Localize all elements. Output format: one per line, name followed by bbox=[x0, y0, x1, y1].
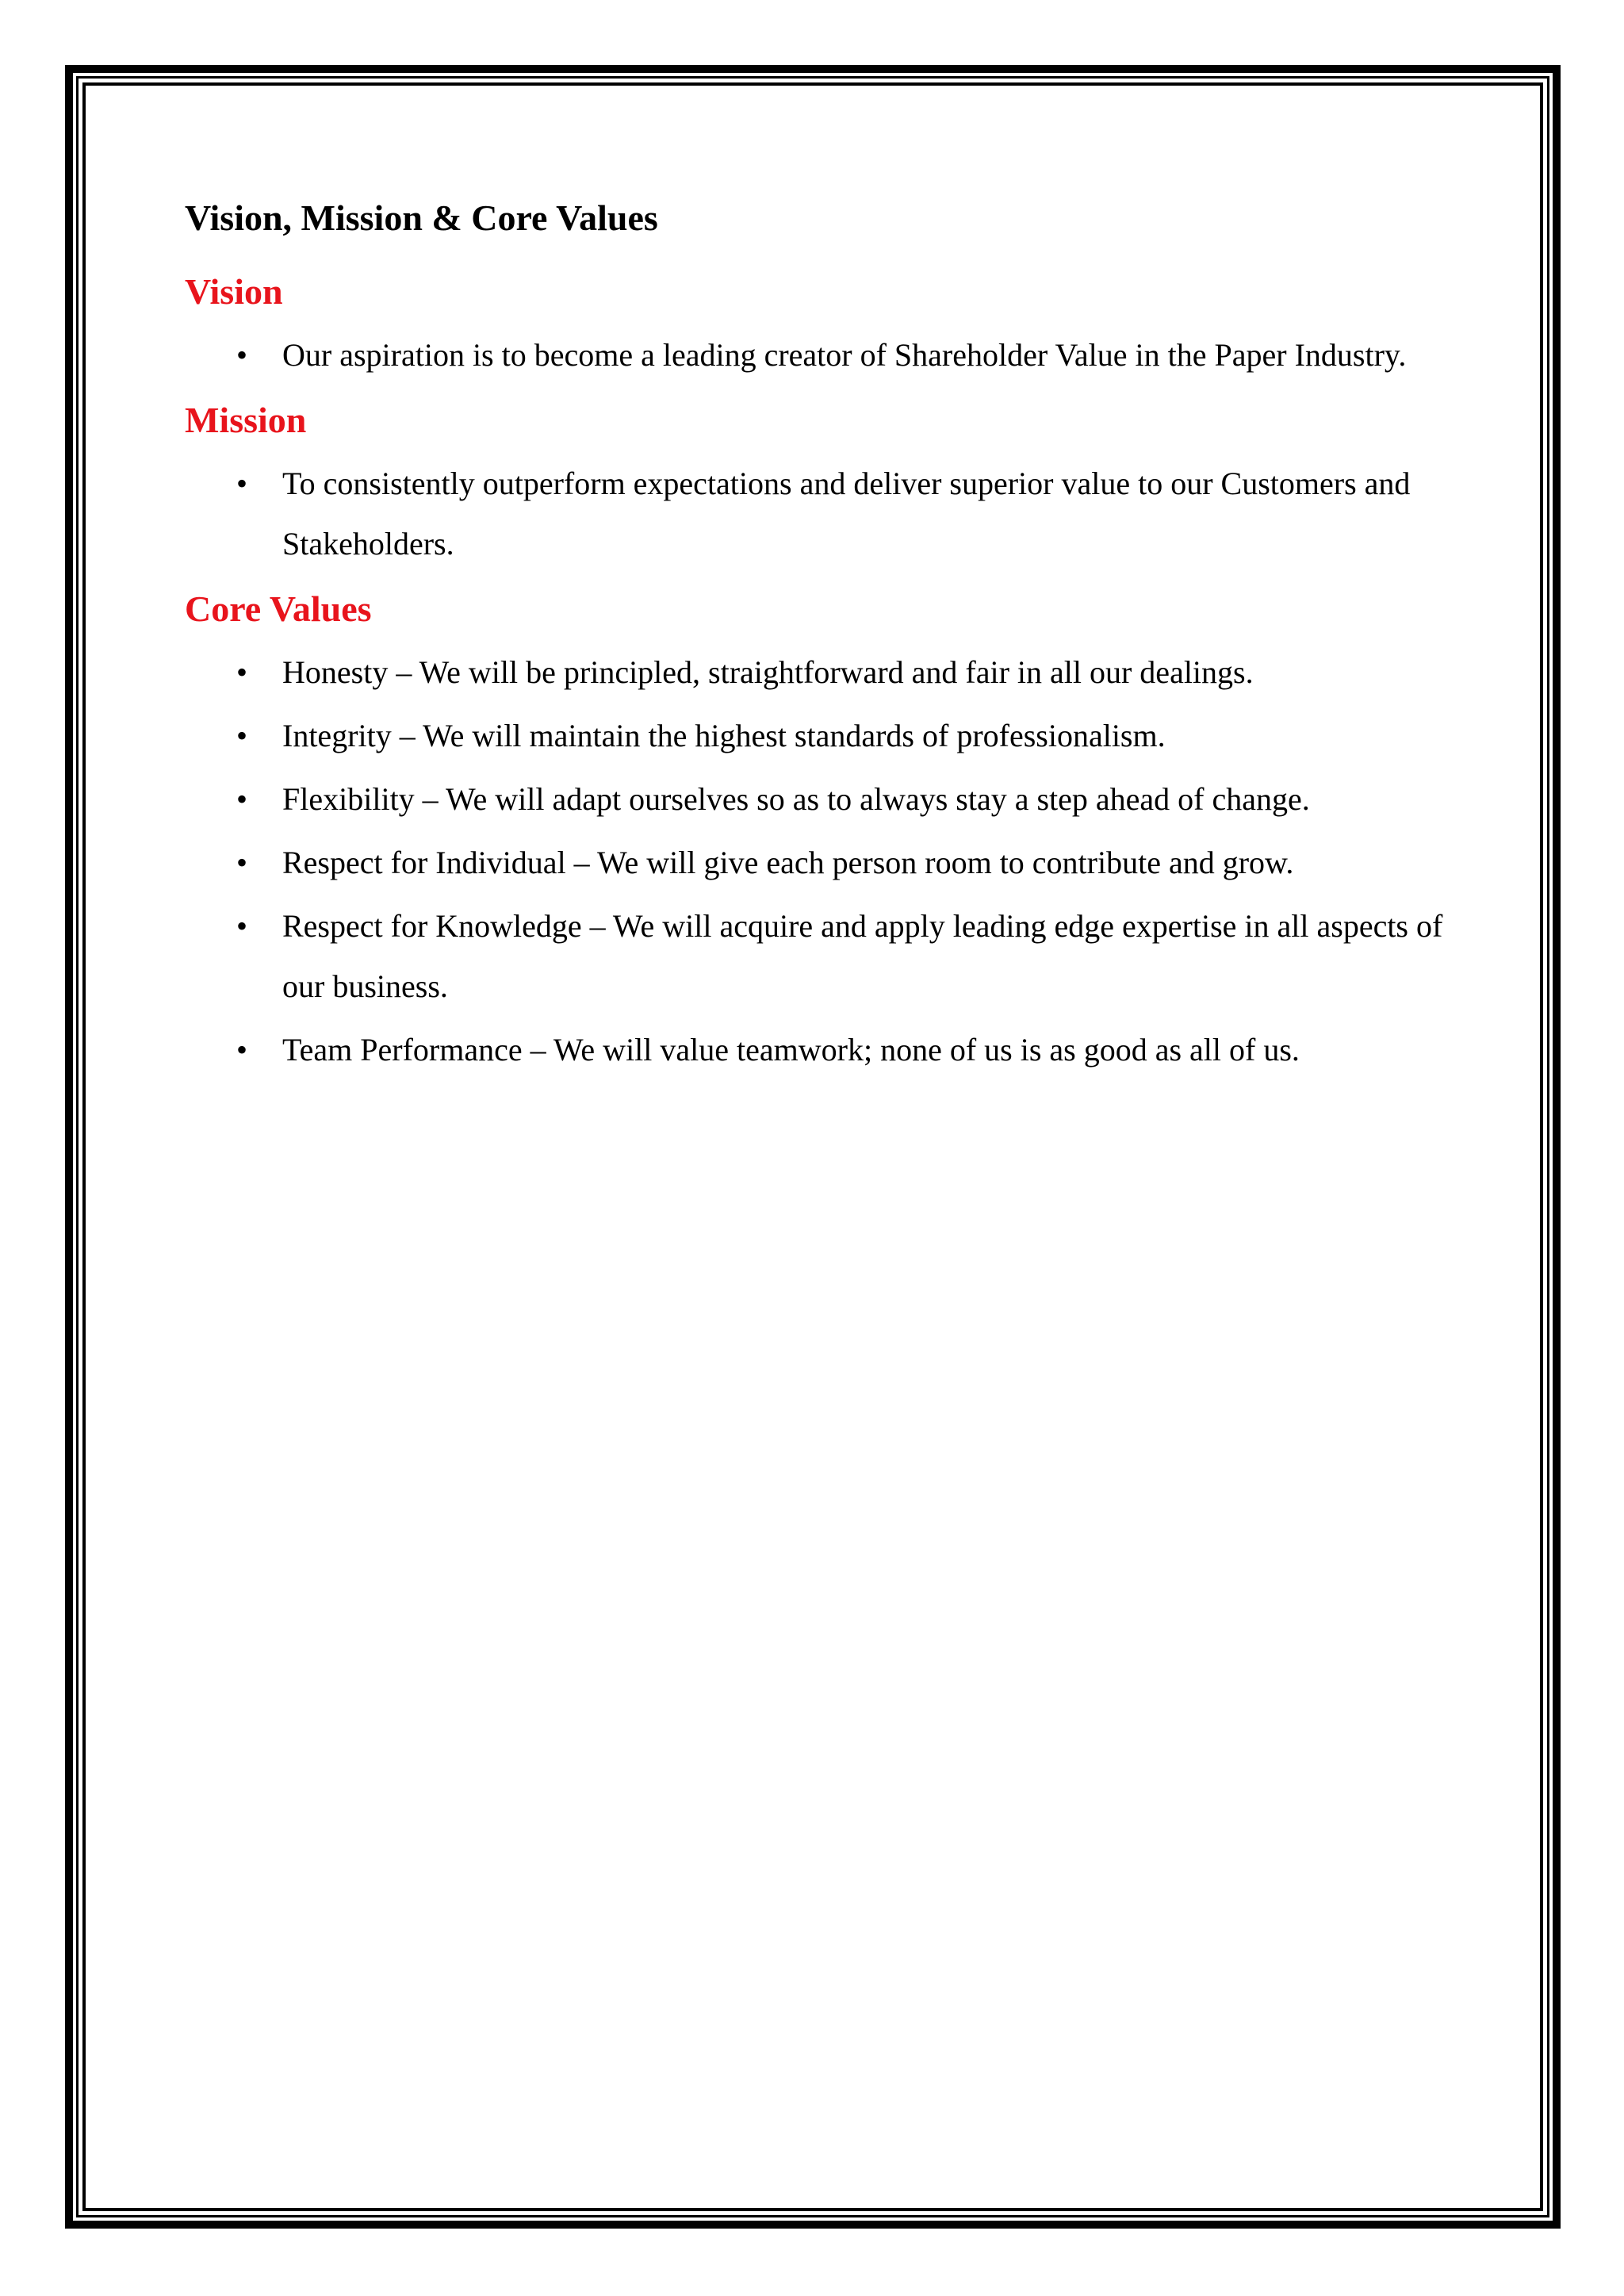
section-heading-core-values: Core Values bbox=[185, 588, 372, 629]
list-item bbox=[185, 706, 1454, 766]
list-item-text: Integrity – We will maintain the highest standards of professionalism. bbox=[282, 718, 1166, 753]
list-item bbox=[185, 454, 1454, 574]
list-item-text: Flexibility – We will adapt ourselves so as to always stay a step ahead of change. bbox=[282, 781, 1310, 817]
list-item bbox=[185, 1020, 1454, 1080]
list-item bbox=[185, 769, 1454, 830]
list-item-text: Respect for Knowledge – We will acquire and apply leading edge expertise in all aspects of our business. bbox=[282, 908, 1443, 1004]
bullet-icon: • bbox=[236, 718, 248, 753]
list-item-text: Respect for Individual – We will give each person room to contribute and grow. bbox=[282, 845, 1294, 880]
page-title: Vision, Mission & Core Values bbox=[185, 197, 658, 238]
bullet-icon: • bbox=[236, 845, 248, 880]
bullet-icon: • bbox=[236, 781, 248, 817]
bullet-icon: • bbox=[236, 908, 248, 944]
list-item bbox=[185, 896, 1454, 1017]
bullet-icon: • bbox=[236, 654, 248, 690]
bullet-icon: • bbox=[236, 337, 248, 373]
section-heading-vision: Vision bbox=[185, 271, 283, 312]
list-item-text: Team Performance – We will value teamwork; none of us is as good as all of us. bbox=[282, 1032, 1300, 1068]
bullet-icon: • bbox=[236, 1032, 248, 1068]
mission-list bbox=[185, 454, 1454, 574]
list-item bbox=[185, 325, 1454, 385]
list-item bbox=[185, 642, 1454, 703]
list-item bbox=[185, 833, 1454, 893]
section-heading-mission: Mission bbox=[185, 400, 307, 440]
list-item-text: Our aspiration is to become a leading creator of Shareholder Value in the Paper Industry. bbox=[282, 337, 1407, 373]
bullet-icon: • bbox=[236, 466, 248, 501]
list-item-text: To consistently outperform expectations and deliver superior value to our Customers and Stakeholders. bbox=[282, 466, 1411, 562]
vision-list bbox=[185, 325, 1454, 385]
document-body bbox=[185, 190, 1454, 1087]
list-item-text: Honesty – We will be principled, straightforward and fair in all our dealings. bbox=[282, 654, 1254, 690]
core-values-list bbox=[185, 642, 1454, 1080]
